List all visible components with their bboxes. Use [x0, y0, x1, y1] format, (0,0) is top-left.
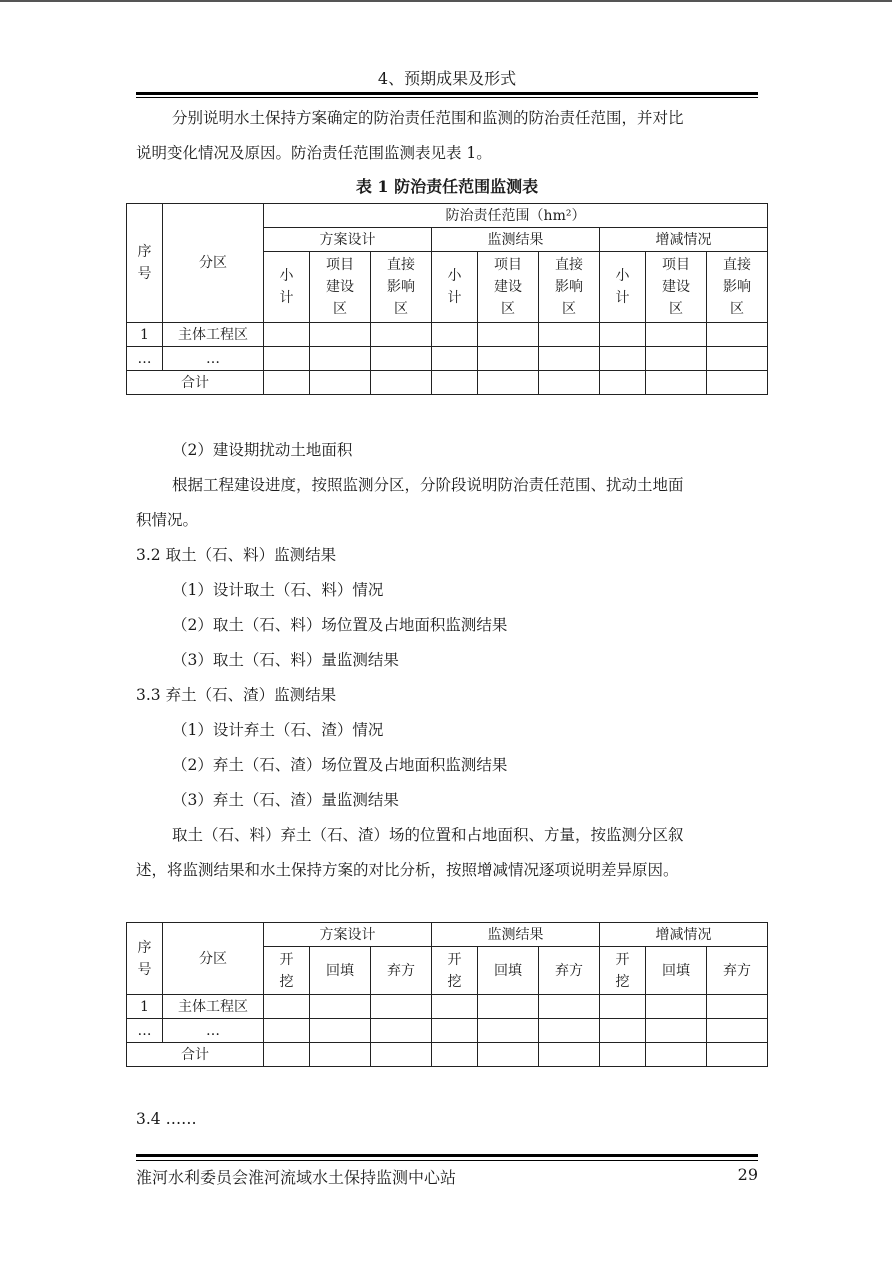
header-rule-thick: [136, 92, 758, 95]
t2-group-design: 方案设计: [264, 923, 432, 947]
t2-header-zone: 分区: [163, 923, 264, 995]
t1-sub-impact-area: 直接影响区: [555, 257, 583, 317]
section2-heading: （2）建设期扰动土地面积: [172, 441, 353, 459]
t1-total-label: 合计: [127, 371, 264, 395]
t2-sub-spoil: 弃方: [371, 947, 432, 995]
intro-line-1: 分别说明水土保持方案确定的防治责任范围和监测的防治责任范围，并对比: [172, 109, 684, 127]
t1-header-range: 防治责任范围（hm²）: [264, 204, 768, 228]
t1-row-zone: …: [163, 347, 264, 371]
table1-caption: 表 1 防治责任范围监测表: [355, 177, 539, 196]
section32-item-2: （2）取土（石、料）场位置及占地面积监测结果: [172, 616, 508, 634]
table-total-row: [127, 371, 768, 395]
t2-row-zone: …: [163, 1019, 264, 1043]
section34-heading: 3.4 ……: [136, 1110, 197, 1128]
t2-sub-backfill: 回填: [310, 947, 371, 995]
table-earthwork: [126, 922, 768, 1067]
t2-row-seq: 1: [127, 995, 163, 1019]
t2-group-monitor: 监测结果: [432, 923, 600, 947]
t1-row-seq: …: [127, 347, 163, 371]
section2-para-1: 根据工程建设进度，按照监测分区，分阶段说明防治责任范围、扰动土地面: [172, 476, 684, 494]
t1-sub-subtotal: 小计: [279, 268, 294, 306]
t2-sub-backfill: 回填: [478, 947, 539, 995]
t1-group-design: 方案设计: [264, 228, 432, 252]
t2-header-seq: 序号: [137, 939, 152, 978]
section33-para-1: 取土（石、料）弃土（石、渣）场的位置和占地面积、方量，按监测分区叙: [172, 826, 684, 844]
t2-row-seq: …: [127, 1019, 163, 1043]
t1-group-change: 增减情况: [600, 228, 768, 252]
t1-row-seq: 1: [127, 323, 163, 347]
section2-para-2: 积情况。: [136, 511, 199, 529]
t2-row-zone: 主体工程区: [163, 995, 264, 1019]
header-rule-thin: [136, 97, 758, 98]
t1-sub-impact-area: 直接影响区: [387, 257, 415, 317]
section33-item-1: （1）设计弃土（石、渣）情况: [172, 721, 384, 739]
t2-total-label: 合计: [127, 1043, 264, 1067]
t1-header-zone: 分区: [163, 204, 264, 323]
section33-item-2: （2）弃土（石、渣）场位置及占地面积监测结果: [172, 756, 508, 774]
t1-header-seq: 序号: [137, 244, 152, 282]
table-row: [127, 1019, 768, 1043]
table-responsibility-range: [126, 203, 768, 395]
t2-sub-spoil: 弃方: [539, 947, 600, 995]
t2-sub-excavation: 开挖: [279, 951, 294, 990]
header-title: 4、预期成果及形式: [377, 69, 517, 88]
t1-sub-project-area: 项目建设区: [494, 257, 522, 317]
footer-rule-thin: [136, 1160, 758, 1161]
intro-line-2: 说明变化情况及原因。防治责任范围监测表见表 1。: [136, 144, 492, 162]
section32-heading: 3.2 取土（石、料）监测结果: [136, 546, 337, 564]
table-total-row: [127, 1043, 768, 1067]
t1-sub-subtotal: 小计: [615, 268, 630, 306]
t2-sub-excavation: 开挖: [615, 951, 630, 990]
t1-sub-subtotal: 小计: [447, 268, 462, 306]
footer-rule-thick: [136, 1154, 758, 1157]
table-row: [127, 995, 768, 1019]
t2-sub-excavation: 开挖: [447, 951, 462, 990]
footer-organization: 淮河水利委员会淮河流域水土保持监测中心站: [136, 1168, 457, 1187]
t1-sub-project-area: 项目建设区: [326, 257, 354, 317]
page-top-border: [0, 0, 892, 2]
t1-sub-impact-area: 直接影响区: [723, 257, 751, 317]
section33-heading: 3.3 弃土（石、渣）监测结果: [136, 686, 337, 704]
table-row: [127, 323, 768, 347]
section32-item-3: （3）取土（石、料）量监测结果: [172, 651, 399, 669]
t2-sub-spoil: 弃方: [707, 947, 768, 995]
t1-group-monitor: 监测结果: [432, 228, 600, 252]
section32-item-1: （1）设计取土（石、料）情况: [172, 581, 384, 599]
t2-group-change: 增减情况: [600, 923, 768, 947]
t1-row-zone: 主体工程区: [163, 323, 264, 347]
page-number: 29: [737, 1165, 758, 1184]
t2-sub-backfill: 回填: [646, 947, 707, 995]
t1-sub-project-area: 项目建设区: [662, 257, 690, 317]
section33-para-2: 述，将监测结果和水土保持方案的对比分析，按照增减情况逐项说明差异原因。: [136, 861, 679, 879]
table-row: [127, 347, 768, 371]
section33-item-3: （3）弃土（石、渣）量监测结果: [172, 791, 399, 809]
